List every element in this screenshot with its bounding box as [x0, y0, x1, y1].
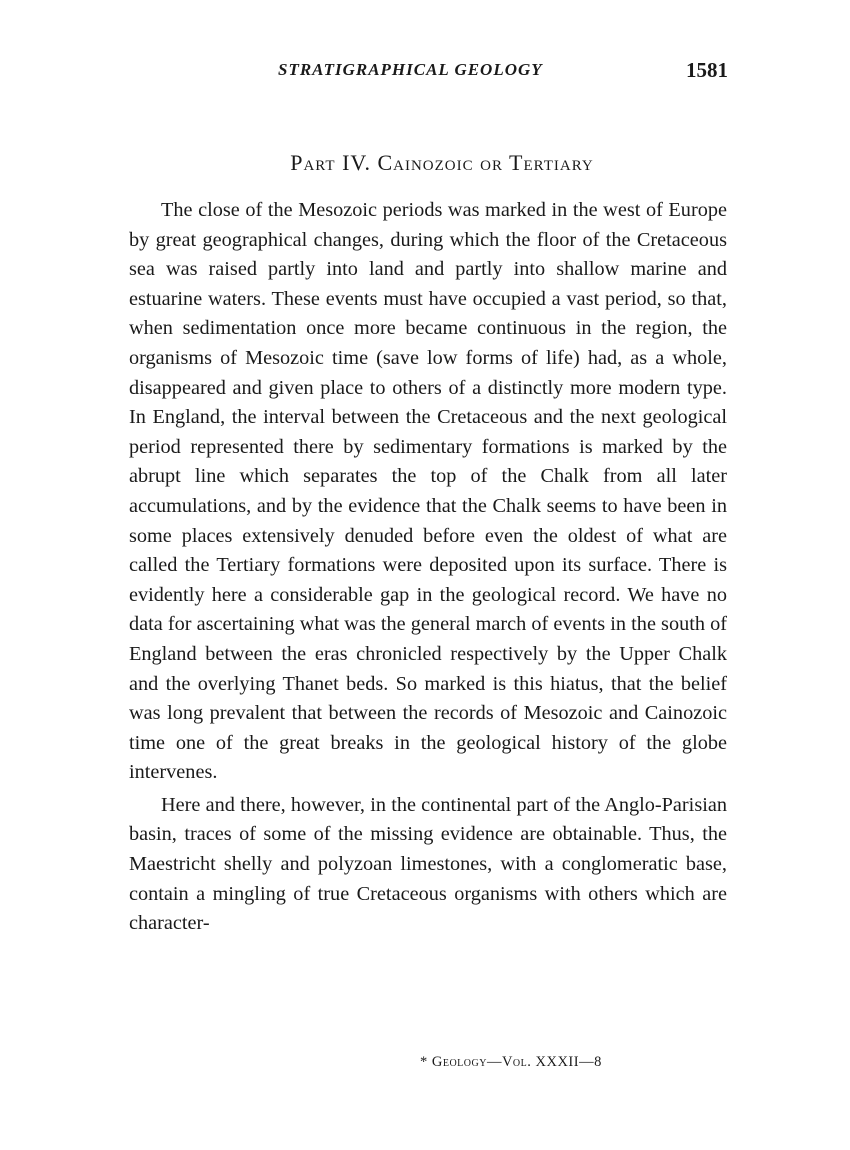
page-number: 1581 — [686, 58, 728, 82]
running-title: STRATIGRAPHICAL GEOLOGY — [278, 60, 543, 79]
running-header — [128, 60, 728, 90]
signature-mark: * Geology—Vol. XXXII—8 — [420, 1054, 602, 1070]
paragraph: Here and there, however, in the continental part of the Anglo-Parisian basin, traces of some of the missing evidence are obtainable. Thus, the Maestricht shelly and polyzoan limestones, with a conglomeratic base, contain a mingling of true Cretaceous organisms with others which are character- — [129, 793, 727, 935]
paragraph: The close of the Mesozoic periods was marked in the west of Europe by great geographical changes, during which the floor of the Cretaceous sea was raised partly into land and partly into shallow marine and estuarine waters. These events must have occupied a vast period, so that, when sedimentation once more became continuous in the region, the organisms of Mesozoic time (save low forms of life) had, as a whole, disappeared and given place to others of a distinctly more modern type. In England, the interval between the Cretaceous and the next geological period represented there by sedimentary formations is marked by the abrupt line which separates the top of the Chalk from all later accumulations, and by the evidence that the Chalk seems to have been in some places extensively denuded before even the oldest of what are called the Tertiary formations were deposited upon its surface. There is evidently here a considerable gap in the geological record. We have no data for ascertaining what was the general march of events in the south of England between the eras chronicled respectively by the Upper Chalk and the overlying Thanet beds. So marked is this hiatus, that the belief was long prevalent that between the records of Mesozoic and Cainozoic time one of the great breaks in the geological history of the globe intervenes. — [129, 199, 727, 784]
section-heading: Part IV. Cainozoic or Tertiary — [290, 150, 594, 175]
body-text — [129, 196, 727, 939]
